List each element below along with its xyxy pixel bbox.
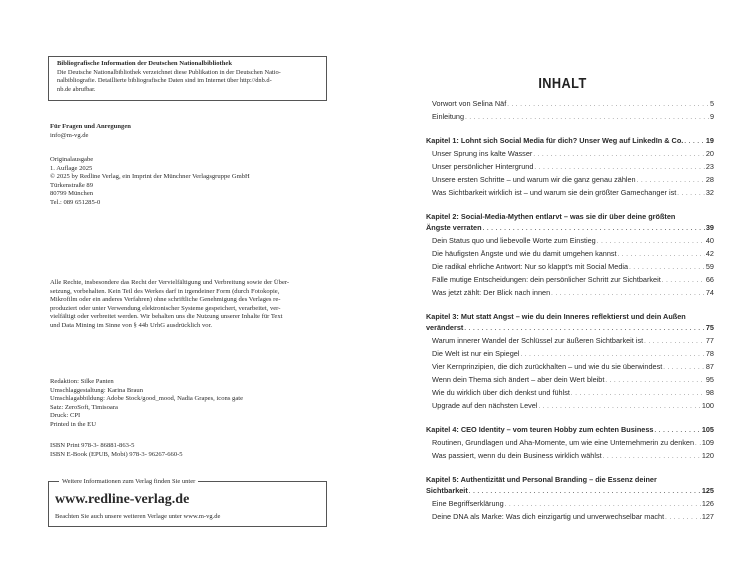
toc-entry-title: Fälle mutige Entscheidungen: dein persönlicher Schritt zur Sichtbarkeit (432, 275, 661, 284)
toc-chapter-page: 105 (701, 425, 714, 434)
toc-entry[interactable] (426, 348, 714, 361)
toc-entry[interactable] (426, 161, 714, 174)
toc-entry-title: Routinen, Grundlagen und Aha-Momente, um wie eine Unternehmerin zu denken (432, 438, 695, 447)
toc-entry[interactable] (426, 511, 714, 524)
toc-entry[interactable] (426, 437, 714, 450)
isbn-print: ISBN Print 978-3- 86881-863-5 (50, 442, 135, 449)
rights-line: setzung, vorbehalten. Kein Teil des Werkes darf in irgendeiner Form (durch Fotokopie, (50, 287, 280, 295)
toc-entry-page: 32 (705, 188, 714, 197)
toc-heading: INHALT (538, 75, 587, 92)
toc-entry-page: 23 (705, 162, 714, 171)
toc-entry-page: 98 (705, 388, 714, 397)
rights-line: vielfältigt oder verbreitet werden. Wir behalten uns die Nutzung unserer Inhalte für Text (50, 313, 283, 321)
edition-line: Originalausgabe (50, 156, 94, 163)
toc-chapter[interactable] (426, 222, 714, 235)
credit-line: Redaktion: Silke Panten (50, 378, 114, 385)
toc-entry-page: 66 (705, 275, 714, 284)
toc-entry[interactable] (426, 235, 714, 248)
toc-entry-page: 87 (705, 362, 714, 371)
toc-entry-title: Deine DNA als Marke: Was dich einzigartig und unverwechselbar macht (432, 512, 665, 521)
toc-entry-title: Dein Status quo und liebevolle Worte zum Einstieg (432, 236, 596, 245)
toc-chapter-page: 125 (701, 486, 714, 495)
toc-chapter-title-line: Kapitel 2: Social-Media-Mythen entlarvt – was sie dir über deine größten (426, 212, 676, 221)
bib-title: Bibliografische Information der Deutschen Nationalbibliothek (57, 60, 232, 67)
toc-entry-page: 42 (705, 249, 714, 258)
toc-chapter[interactable] (426, 322, 714, 335)
toc-entry[interactable] (426, 387, 714, 400)
toc-entry[interactable] (426, 148, 714, 161)
toc-entry-title: Unser Sprung ins kalte Wasser (432, 149, 533, 158)
toc-entry[interactable] (426, 335, 714, 348)
table-of-contents (426, 98, 714, 524)
bib-line: nalbibliografie. Detaillierte bibliografische Daten sind im Internet über http://dnb.d- (57, 77, 272, 84)
credit-line: Umschlagabbildung: Adobe Stock/good_mood, Nadia Grapes, icons gate (50, 395, 244, 403)
toc-chapter-title-line: Kapitel 5: Authentizität und Personal Branding – die Essenz deiner (426, 475, 657, 484)
toc-chapter-page: 39 (705, 223, 714, 232)
toc-chapter-title: Ängste verraten (426, 223, 482, 232)
toc-entry-title: Einleitung (432, 112, 465, 121)
rights-line: Alle Rechte, insbesondere das Recht der Vervielfältigung und Verbreitung sowie der Über- (50, 279, 290, 286)
toc-entry-page: 20 (705, 149, 714, 158)
toc-entry-title: Die häufigsten Ängste und wie du damit umgehen kannst (432, 249, 617, 258)
toc-entry-title: Vorwort von Selina Näf (432, 99, 507, 108)
toc-entry[interactable] (426, 174, 714, 187)
toc-chapter-page: 75 (705, 323, 714, 332)
toc-entry-page: 95 (705, 375, 714, 384)
toc-entry-title: Unsere ersten Schritte – und warum wir die ganz genau zählen (432, 175, 636, 184)
toc-entry-page: 126 (701, 499, 714, 508)
toc-entry[interactable] (426, 111, 714, 124)
toc-entry-page: 100 (701, 401, 714, 410)
toc-chapter-title: veränderst (426, 323, 464, 332)
toc-entry-title: Unser persönlicher Hintergrund (432, 162, 534, 171)
address-city: 80799 München (50, 190, 94, 198)
bibliographic-info-box (48, 56, 327, 101)
toc-entry-page: 5 (709, 99, 714, 108)
contact-heading: Für Fragen und Anregungen (50, 123, 131, 130)
toc-entry-title: Was jetzt zählt: Der Blick nach innen (432, 288, 551, 297)
toc-entry-title: Upgrade auf den nächsten Level (432, 401, 538, 410)
toc-entry-title: Die Welt ist nur ein Spiegel (432, 349, 520, 358)
toc-chapter[interactable] (426, 485, 714, 498)
toc-chapter-title: Kapitel 4: CEO Identity – vom teuren Hobby zum echten Business (426, 425, 654, 434)
toc-entry-title: Wenn dein Thema sich ändert – aber dein Wert bleibt (432, 375, 605, 384)
toc-entry[interactable] (426, 274, 714, 287)
toc-entry-page: 77 (705, 336, 714, 345)
toc-entry[interactable] (426, 400, 714, 413)
credit-line: Druck: CPI (50, 412, 81, 420)
toc-entry-page: 40 (705, 236, 714, 245)
toc-entry[interactable] (426, 248, 714, 261)
web-box-bottom: Beachten Sie auch unsere weiteren Verlage unter www.m-vg.de (55, 513, 221, 520)
toc-chapter-title-line: Kapitel 3: Mut statt Angst – wie du dein Inneres reflektierst und dein Außen (426, 312, 686, 321)
toc-entry-page: 9 (709, 112, 714, 121)
toc-entry-page: 59 (705, 262, 714, 271)
isbn-ebook: ISBN E-Book (EPUB, Mobi) 978-3- 96267-660-5 (50, 450, 183, 458)
toc-entry-title: Vier Kernprinzipien, die dich zurückhalten – und wie du sie überwindest (432, 362, 663, 371)
toc-entry[interactable] (426, 287, 714, 300)
publisher-web-box (48, 478, 327, 527)
rights-line: produziert oder unter Verwendung elektronischer Systeme gespeichert, verarbeitet, ver- (50, 304, 281, 312)
toc-entry[interactable] (426, 261, 714, 274)
toc-entry-page: 109 (701, 438, 714, 447)
phone: Tel.: 089 651285-0 (50, 199, 101, 206)
web-box-top: Weitere Informationen zum Verlag finden Sie unter (59, 477, 198, 486)
toc-entry-title: Wie du wirklich über dich denkst und fühlst (432, 388, 570, 397)
toc-chapter[interactable] (426, 424, 714, 437)
copyright-line: © 2025 by Redline Verlag, ein Imprint der Münchner Verlagsgruppe GmbH (50, 173, 250, 181)
toc-entry[interactable] (426, 450, 714, 463)
toc-entry[interactable] (426, 361, 714, 374)
contact-email: info@m-vg.de (50, 131, 89, 139)
toc-entry-title: Warum innerer Wandel der Schlüssel zur äußeren Sichtbarkeit ist (432, 336, 644, 345)
credit-line: Satz: ZeroSoft, Timisoara (50, 403, 118, 411)
toc-entry-page: 78 (705, 349, 714, 358)
toc-entry-page: 74 (705, 288, 714, 297)
toc-entry-page: 28 (705, 175, 714, 184)
credit-line: Umschlaggestaltung: Karina Braun (50, 386, 144, 394)
toc-chapter-title: Sichtbarkeit (426, 486, 468, 495)
toc-entry-title: Was Sichtbarkeit wirklich ist – und warum sie dein größter Gamechanger ist (432, 188, 677, 197)
toc-entry[interactable] (426, 187, 714, 200)
bib-line: nb.de abrufbar. (57, 85, 96, 93)
toc-chapter[interactable] (426, 135, 714, 148)
bib-line: Die Deutsche Nationalbibliothek verzeichnet diese Publikation in der Deutschen Natio- (57, 68, 281, 76)
rights-line: und Data Mining im Sinne von § 44b UrhG ausdrücklich vor. (50, 322, 213, 329)
toc-entry[interactable] (426, 98, 714, 111)
toc-chapter-page: 19 (705, 136, 714, 145)
toc-entry-page: 120 (701, 451, 714, 460)
toc-entry-title: Was passiert, wenn du dein Business wirklich wählst (432, 451, 602, 460)
credit-line: Printed in the EU (50, 421, 96, 428)
address-street: Türkenstraße 89 (50, 181, 94, 189)
toc-entry-page: 127 (701, 512, 714, 521)
toc-page (375, 0, 750, 583)
rights-line: Mikrofilm oder ein anderes Verfahren) ohne schriftliche Genehmigung des Verlages re- (50, 296, 281, 304)
toc-chapter-title: Kapitel 1: Lohnt sich Social Media für dich? Unser Weg auf LinkedIn & Co. (426, 136, 684, 145)
toc-entry-title: Eine Begriffserklärung (432, 499, 504, 508)
edition-line: 1. Auflage 2025 (50, 164, 93, 172)
toc-entry[interactable] (426, 498, 714, 511)
publisher-url[interactable]: www.redline-verlag.de (55, 492, 190, 507)
toc-entry-title: Die radikal ehrliche Antwort: Nur so klappt's mit Social Media (432, 262, 629, 271)
toc-entry[interactable] (426, 374, 714, 387)
